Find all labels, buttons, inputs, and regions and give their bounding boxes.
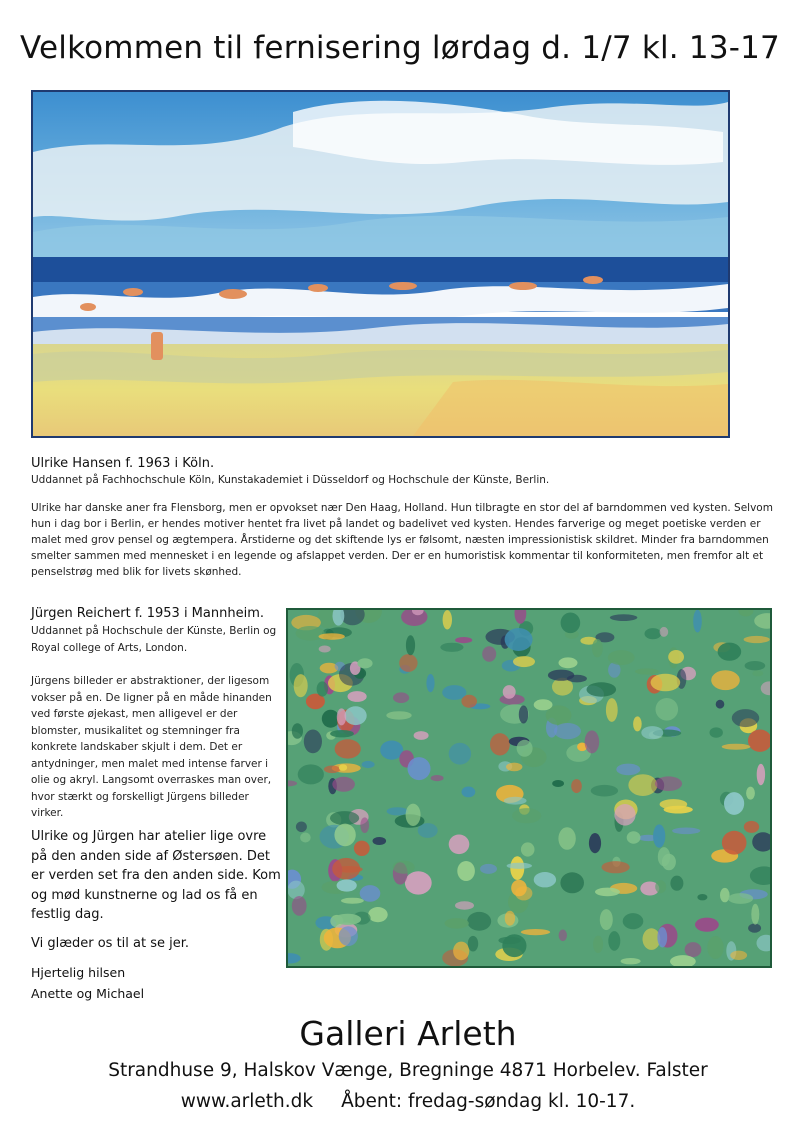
closing-regards — [31, 962, 281, 1004]
closing-signature: Anette og Michael — [31, 985, 145, 1001]
opening-hours: Åbent: fredag-søndag kl. 10-17. — [341, 1091, 636, 1112]
artist-hansen-bio: Ulrike har danske aner fra Flensborg, men er opvokset nær Den Haag, Holland. Hun tilbragte en stor del af barndommen ved kysten. Selvom hun i dag bor i Berlin, er hendes motiver hentet fra livet på landet og badelivet ved kysten. Hendes farverige og meget poetiske verden er malet med grov pensel og ægtempera. Årstiderne og det skiftende lys er følsomt, næsten impressionistisk skildret. Minder fra barndommen smelter sammen med mennesket i en legende og afslappet verden. Der er en humoristisk kommentar til konformiteten, men fremfor alt et penselstrøg med blik for livets skønhed. — [31, 502, 773, 578]
beach-painting-artwork — [33, 92, 728, 436]
artist-hansen-name: Ulrike Hansen f. 1963 i Köln. — [31, 456, 215, 471]
closing-greeting: Vi glæder os til at se jer. — [31, 935, 190, 951]
abstract-painting — [286, 608, 772, 968]
artist-hansen-section — [31, 456, 776, 580]
artist-reichert-section — [31, 606, 281, 822]
artist-hansen-education: Uddannet på Fachhochschule Köln, Kunstakademiet i Düsseldorf og Hochschule der Künste, Berlin. — [31, 474, 550, 486]
website-link[interactable]: www.arleth.dk — [180, 1091, 314, 1112]
beach-painting — [31, 90, 730, 438]
artist-reichert-bio: Jürgens billeder er abstraktioner, der ligesom vokser på en. De ligner på en måde hinanden ved første øjekast, men alligevel er der blomster, musikalitet og stemninger fra konkrete landskaber skjult i dem. Det er antydninger, men malet med intense farver i olie og akryl. Langsomt overraskes man over, hvor stærkt og forskelligt Jürgens billeder virker. — [31, 675, 272, 819]
gallery-name: Galleri Arleth — [299, 1014, 517, 1053]
artist-reichert-name: Jürgen Reichert f. 1953 i Mannheim. — [31, 606, 264, 621]
closing-invitation-text: Ulrike og Jürgen har atelier lige ovre på den anden side af Østersøen. Det er verden set fra den anden side. Kom og mød kunstnerne og lad os få en festlig dag. — [31, 829, 281, 922]
artist-reichert-education: Uddannet på Hochschule der Künste, Berlin og Royal college of Arts, London. — [31, 625, 277, 654]
closing-regards-line: Hjertelig hilsen — [31, 964, 126, 980]
page-title: Velkommen til fernisering lørdag d. 1/7 kl. 13-17 — [20, 30, 780, 66]
abstract-painting-artwork — [288, 610, 770, 966]
closing-section — [31, 827, 281, 1004]
gallery-address: Strandhuse 9, Halskov Vænge, Bregninge 4871 Horbelev. Falster — [108, 1060, 708, 1081]
gallery-contact-line — [0, 1091, 800, 1112]
